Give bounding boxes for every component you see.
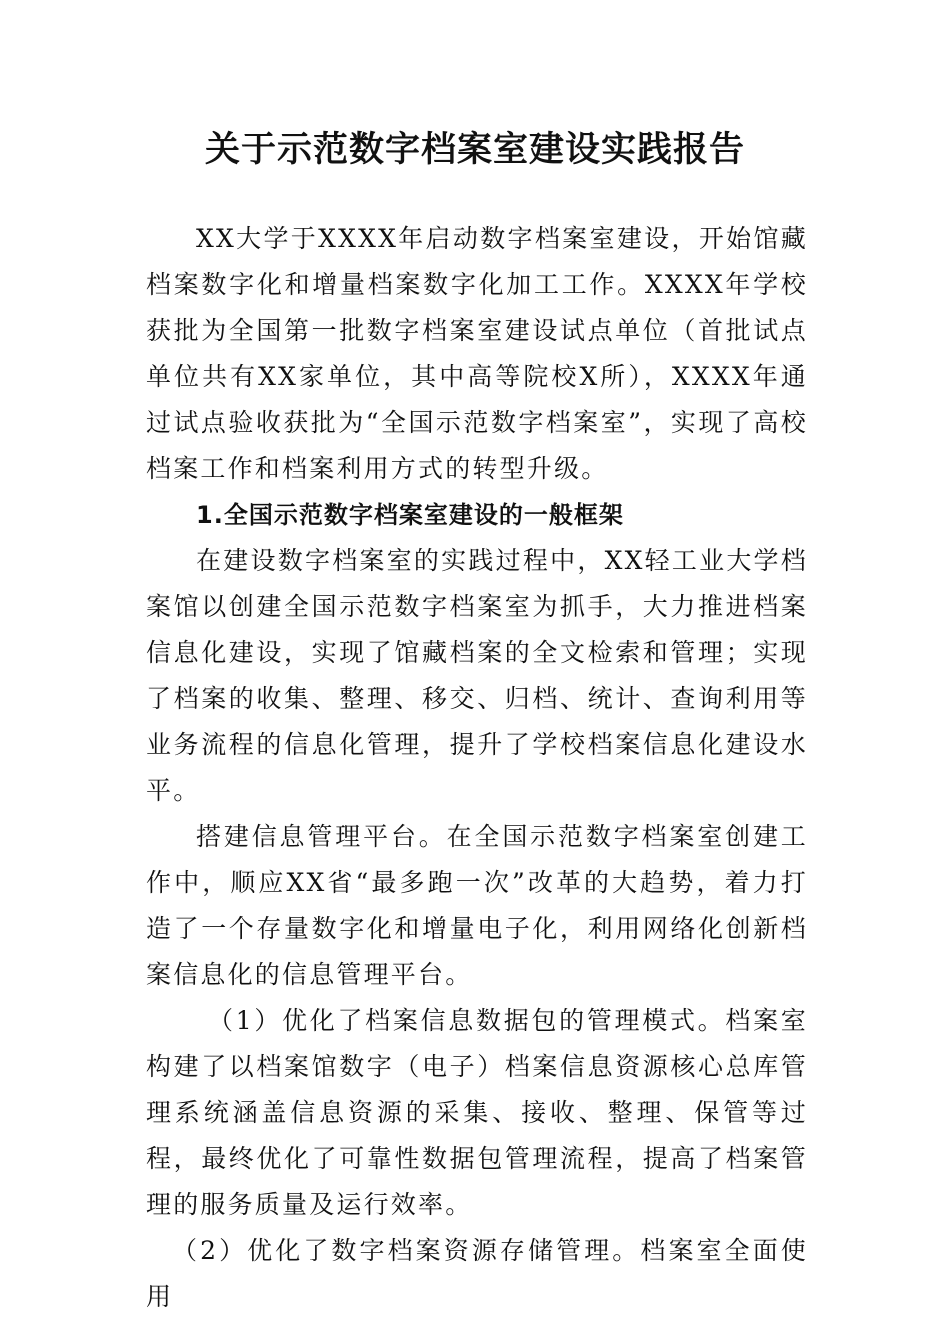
section-heading: 1.全国示范数字档案室建设的一般框架 [196, 501, 624, 529]
list-item-paragraph: （1）优化了档案信息数据包的管理模式。档案室构建了以档案馆数字（电子）档案信息资源核心总库管理系统涵盖信息资源的采集、接收、整理、保管等过程，最终优化了可靠性数据包管理流程，提高了档案管理的服务质量及运行效率。 [146, 1006, 808, 1219]
document-body [146, 216, 808, 1320]
intro-paragraph: XX大学于XXXX年启动数字档案室建设，开始馆藏档案数字化和增量档案数字化加工工作。XXXX年学校获批为全国第一批数字档案室建设试点单位（首批试点单位共有XX家单位，其中高等院校X所），XXXX年通过试点验收获批为“全国示范数字档案室”，实现了高校档案工作和档案利用方式的转型升级。 [146, 224, 808, 483]
document-title: 关于示范数字档案室建设实践报告 [204, 130, 745, 170]
body-paragraph: 在建设数字档案室的实践过程中，XX轻工业大学档案馆以创建全国示范数字档案室为抓手，大力推进档案信息化建设，实现了馆藏档案的全文检索和管理；实现了档案的收集、整理、移交、归档、统计、查询利用等业务流程的信息化管理，提升了学校档案信息化建设水平。 [146, 546, 808, 805]
body-paragraph: 搭建信息管理平台。在全国示范数字档案室创建工作中，顺应XX省“最多跑一次”改革的大趋势，着力打造了一个存量数字化和增量电子化，利用网络化创新档案信息化的信息管理平台。 [146, 822, 808, 989]
list-item-paragraph: （2）优化了数字档案资源存储管理。档案室全面使用 [146, 1236, 808, 1311]
